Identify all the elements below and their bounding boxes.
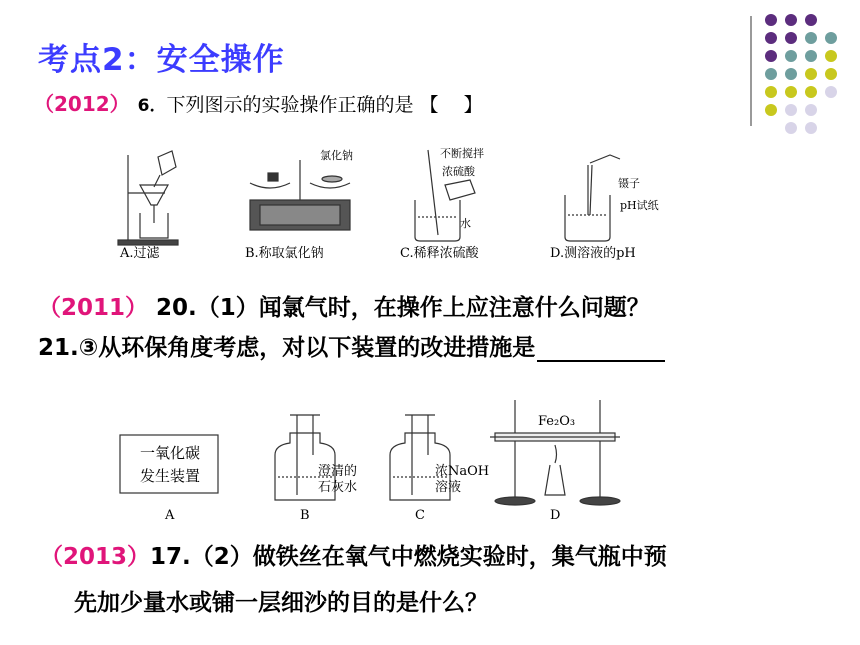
- figure2-caption-b: B: [300, 508, 310, 523]
- page-title: 考点2：安全操作: [38, 42, 285, 78]
- question-number: 6．: [137, 96, 167, 116]
- figure-label-h2so4: 浓硫酸: [442, 165, 475, 178]
- question-2013: [40, 538, 667, 571]
- figure-caption-d: D.测溶液的pH: [550, 246, 636, 261]
- box-text-2: 发生装置: [140, 467, 201, 485]
- year-label: （2013）: [40, 544, 151, 570]
- filtration-apparatus: [118, 151, 178, 245]
- question-2012: [34, 88, 483, 117]
- box-text-1: 一氧化碳: [140, 444, 201, 462]
- figure-label-nacl: 氯化钠: [320, 149, 353, 162]
- figure2-caption-d: D: [550, 508, 561, 523]
- figure2-label-fe2o3: Fe₂O₃: [538, 414, 576, 429]
- figure2-caption-c: C: [415, 508, 425, 523]
- year-label: （2011）: [38, 295, 149, 321]
- figure-caption-c: C.稀释浓硫酸: [400, 246, 479, 261]
- divider-line: [750, 16, 752, 126]
- figure2-label-limewater-1: 澄清的: [318, 464, 358, 479]
- figure-label-stir: 不断搅拌: [440, 147, 484, 160]
- apparatus-figure-1: [110, 145, 690, 265]
- question-21: [38, 329, 665, 362]
- balance-apparatus: [250, 160, 350, 230]
- question-text: 17.（2）做铁丝在氧气中燃烧实验时，集气瓶中预: [150, 544, 667, 570]
- figure2-label-naoh-2: 溶液: [435, 480, 462, 495]
- figure-label-tweezers: 镊子: [618, 177, 640, 190]
- corner-dot-pattern: [750, 0, 860, 140]
- figure2-caption-a: A: [165, 508, 175, 523]
- figure2-label-naoh-1: 浓NaOH: [435, 464, 490, 479]
- dot-grid: [765, 14, 837, 134]
- ph-test-apparatus: [565, 155, 620, 241]
- figure-label-water: 水: [460, 217, 471, 230]
- question-text: 下列图示的实验操作正确的是 【 】: [166, 94, 483, 116]
- question-text: 21.③从环保角度考虑，对以下装置的改进措施是: [38, 335, 536, 361]
- figure-label-ph-paper: pH试纸: [620, 199, 659, 212]
- question-text: 20.（1）闻氯气时，在操作上应注意什么问题？: [148, 295, 650, 321]
- figure-caption-a: A.过滤: [120, 246, 160, 261]
- figure-caption-b: B.称取氯化钠: [245, 246, 324, 261]
- question-2011: [38, 289, 650, 322]
- question-2013-continued: 先加少量水或铺一层细沙的目的是什么？: [74, 590, 488, 616]
- apparatus-figure-2: [110, 395, 630, 525]
- year-label: （2012）: [34, 92, 130, 116]
- answer-blank: [537, 338, 665, 362]
- figure2-label-limewater-2: 石灰水: [318, 480, 358, 495]
